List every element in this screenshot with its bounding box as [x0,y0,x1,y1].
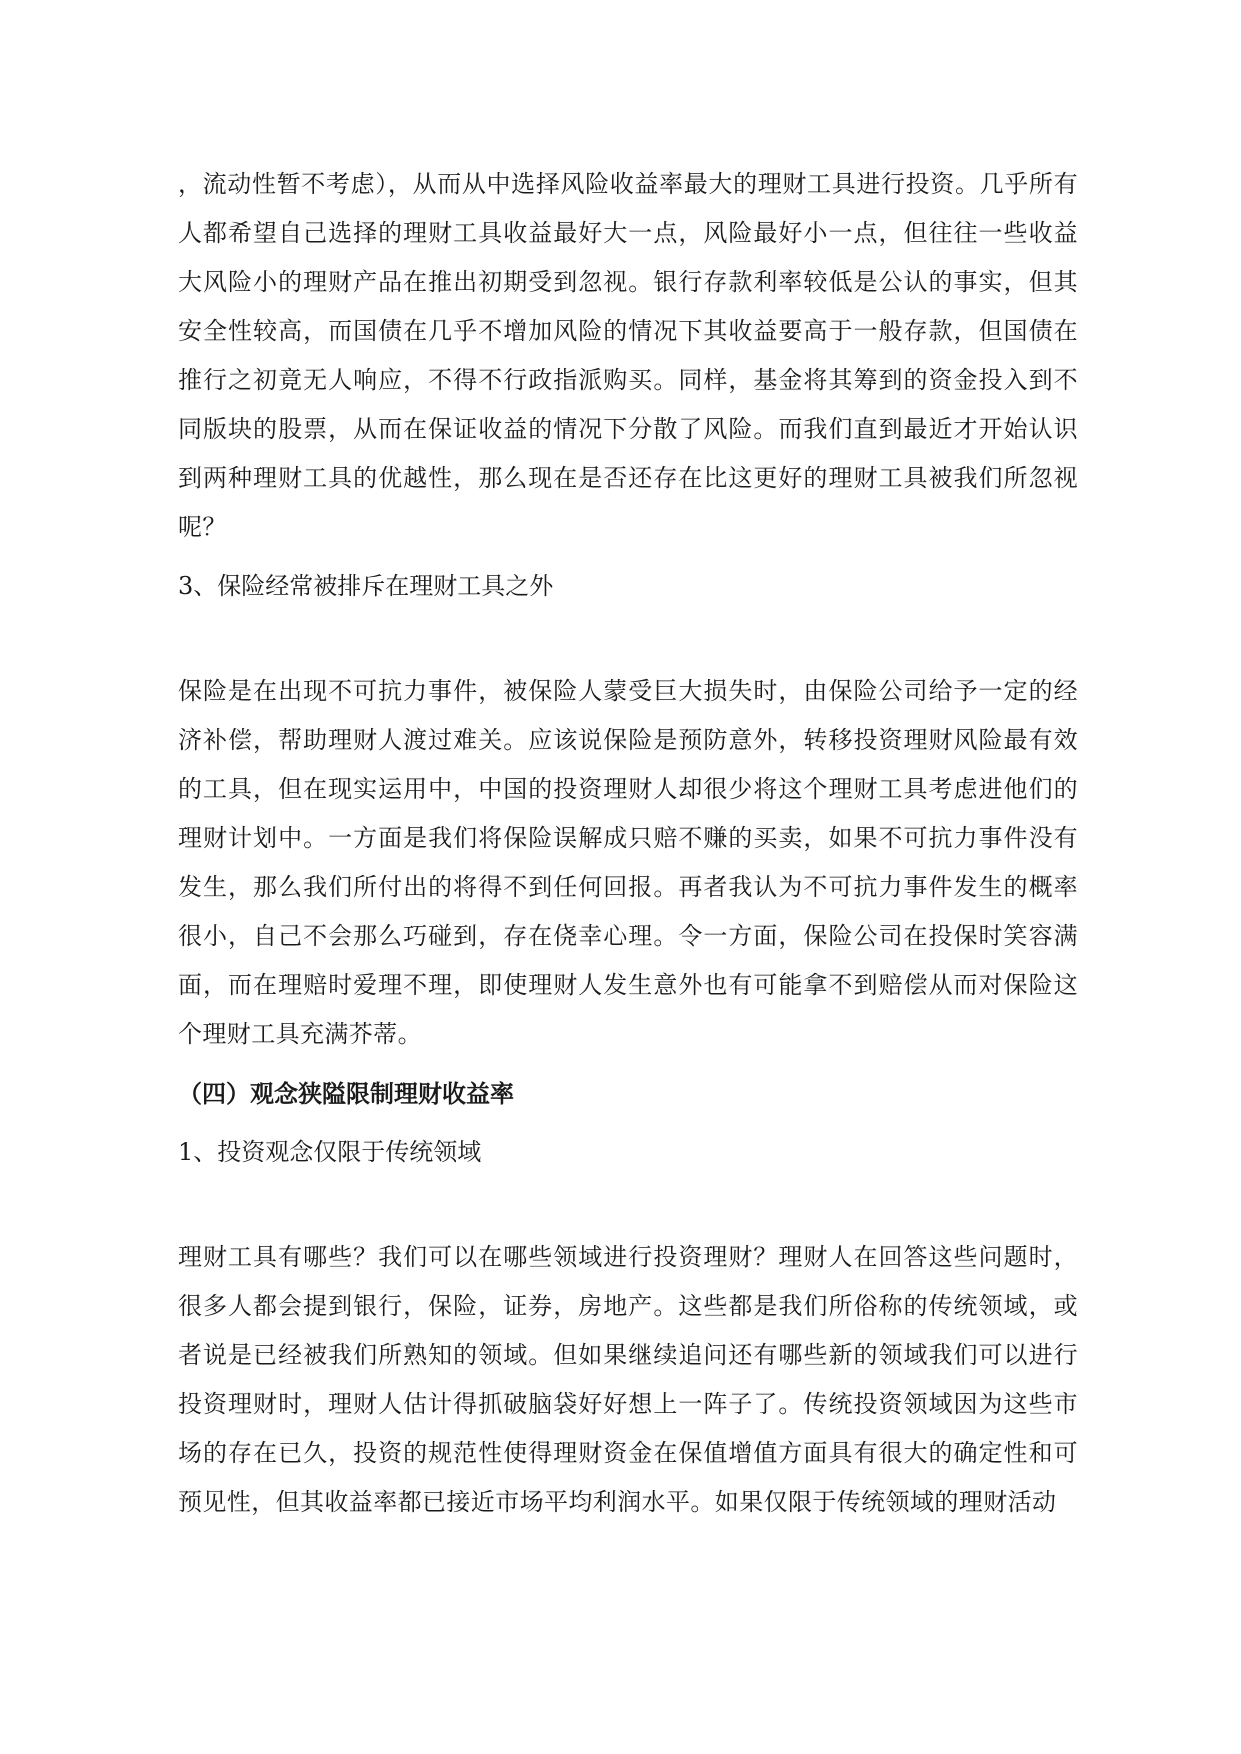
paragraph-insurance: 保险是在出现不可抗力事件，被保险人蒙受巨大损失时，由保险公司给予一定的经济补偿，帮助理财人渡过难关。应该说保险是预防意外，转移投资理财风险最有效的工具，但在现实运用中，中国的投资理财人却很少将这个理财工具考虑进他们的理财计划中。一方面是我们将保险误解成只赔不赚的买卖，如果不可抗力事件没有发生，那么我们所付出的将得不到任何回报。再者我认为不可抗力事件发生的概率很小，自己不会那么巧碰到，存在侥幸心理。令一方面，保险公司在投保时笑容满面，而在理赔时爱理不理，即使理财人发生意外也有可能拿不到赔偿从而对保险这个理财工具充满芥蒂。 [178,677,1078,1048]
list-item-traditional-fields: 1、投资观念仅限于传统领域 [178,1138,482,1166]
paragraph-financial-tools: 理财工具有哪些？我们可以在哪些领域进行投资理财？理财人在回答这些问题时，很多人都会提到银行，保险，证券，房地产。这些都是我们所俗称的传统领域，或者说是已经被我们所熟知的领域。但如果继续追问还有哪些新的领域我们可以进行投资理财时，理财人估计得抓破脑袋好好想上一阵子了。传统投资领域因为这些市场的存在已久，投资的规范性使得理财资金在保值增值方面具有很大的确定性和可预见性，但其收益率都已接近市场平均利润水平。如果仅限于传统领域的理财活动 [178,1243,1078,1516]
section-heading-narrow-concepts: （四）观念狭隘限制理财收益率 [178,1079,514,1108]
paragraph-liquidity: ，流动性暂不考虑），从而从中选择风险收益率最大的理财工具进行投资。几乎所有人都希望自己选择的理财工具收益最好大一点，风险最好小一点，但往往一些收益大风险小的理财产品在推出初期受到忽视。银行存款利率较低是公认的事实，但其安全性较高，而国债在几乎不增加风险的情况下其收益要高于一般存款，但国债在推行之初竟无人响应，不得不行政指派购买。同样，基金将其筹到的资金投入到不同版块的股票，从而在保证收益的情况下分散了风险。而我们直到最近才开始认识到两种理财工具的优越性，那么现在是否还存在比这更好的理财工具被我们所忽视呢？ [178,170,1078,541]
document-page [178,160,1078,1527]
list-item-insurance-excluded: 3、保险经常被排斥在理财工具之外 [178,572,554,600]
